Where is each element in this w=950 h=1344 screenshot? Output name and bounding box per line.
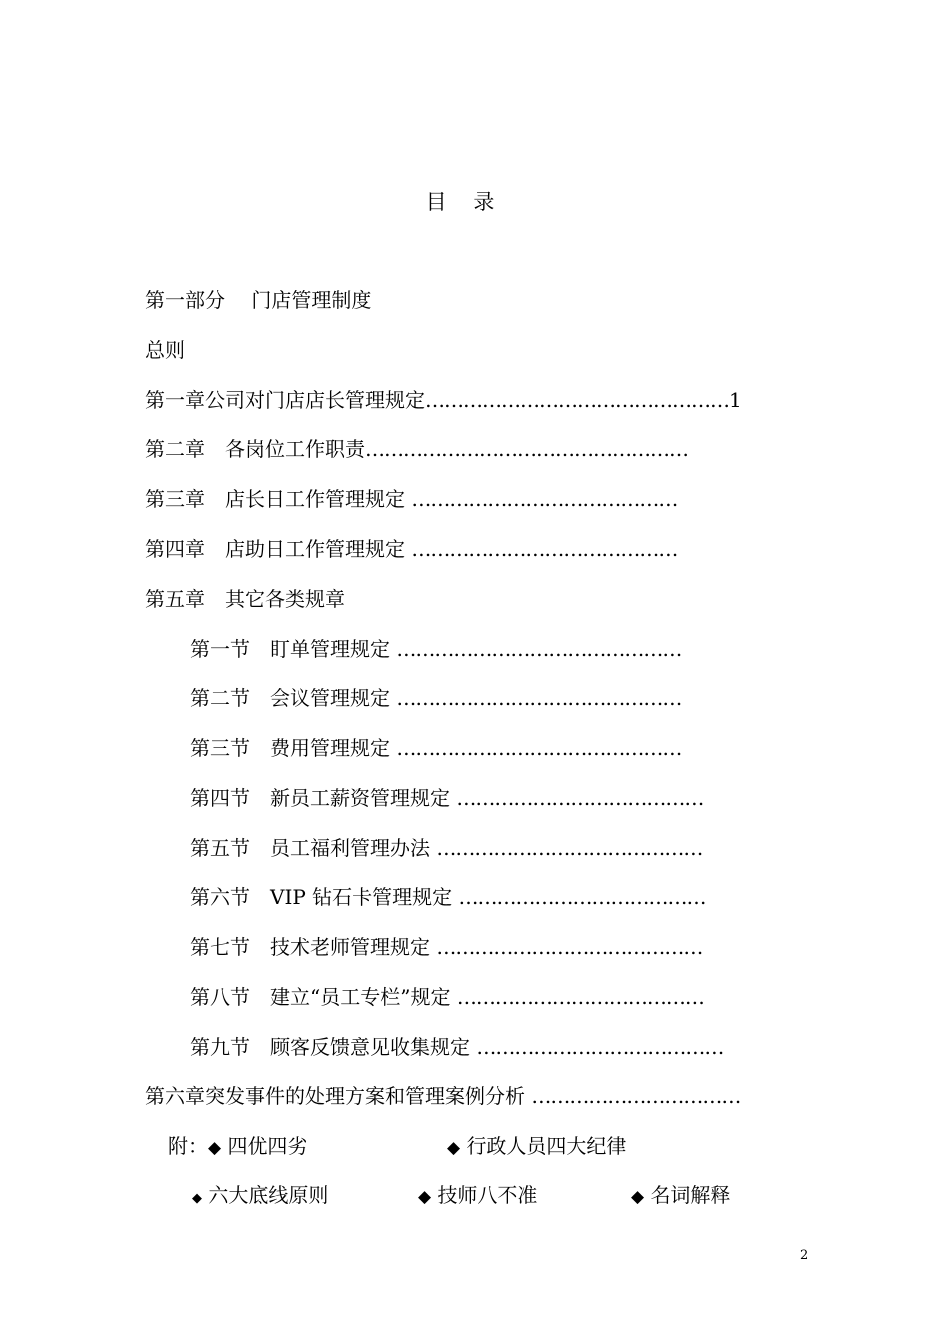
toc-sec8: [190, 985, 704, 1009]
appendix-prefix: 附：: [168, 1134, 208, 1158]
toc-sec4-label: 第四节 新员工薪资管理规定: [190, 786, 450, 810]
toc-sec7-dots: ……………………………………: [436, 935, 703, 959]
appendix-item-4: 技师八不准: [437, 1183, 538, 1207]
toc-sec5-label: 第五节 员工福利管理办法: [190, 836, 430, 860]
toc-sec6: [190, 885, 706, 909]
toc-sec3: [190, 736, 681, 760]
appendix-item-3: 六大底线原则: [208, 1183, 329, 1207]
toc-ch1-label: 第一章公司对门店店长管理规定: [145, 388, 425, 412]
toc-ch3-label: 第三章 店长日工作管理规定: [145, 487, 405, 511]
diamond-bullet-icon: ◆: [208, 1138, 222, 1158]
toc-sec5-dots: ……………………………………: [436, 836, 703, 860]
toc-sec3-dots: ………………………………………: [396, 736, 682, 760]
toc-sec1-label: 第一节 盯单管理规定: [190, 637, 390, 661]
toc-ch4: [145, 537, 677, 561]
diamond-bullet-icon: ◆: [418, 1187, 432, 1207]
toc-ch6-dots: ……………………………: [531, 1084, 741, 1108]
toc-ch6-label: 第六章突发事件的处理方案和管理案例分析: [145, 1084, 525, 1108]
toc-part1: 第一部分 门店管理制度: [145, 288, 372, 312]
appendix-row1-right: [447, 1134, 626, 1160]
appendix-row2-c: [631, 1183, 730, 1209]
appendix-item-1: 四优四劣: [227, 1134, 308, 1158]
appendix-item-2: 行政人员四大纪律: [466, 1134, 627, 1158]
toc-sec4-dots: …………………………………: [456, 786, 704, 810]
toc-ch2: [145, 437, 688, 461]
toc-sec9-dots: …………………………………: [476, 1035, 724, 1059]
toc-sec2-dots: ………………………………………: [396, 686, 682, 710]
toc-sec5: [190, 836, 702, 860]
toc-sec6-dots: …………………………………: [458, 885, 706, 909]
toc-sec7: [190, 935, 702, 959]
toc-sec1: [190, 637, 681, 661]
toc-sec2: [190, 686, 681, 710]
toc-ch1: [145, 388, 742, 412]
toc-sec3-label: 第三节 费用管理规定: [190, 736, 390, 760]
toc-ch3-dots: ……………………………………: [411, 487, 678, 511]
appendix-item-5: 名词解释: [650, 1183, 731, 1207]
toc-ch1-dots: …………………………………………: [425, 388, 729, 412]
appendix-row2-b: [418, 1183, 537, 1209]
toc-general: 总则: [145, 338, 185, 362]
appendix-row1: [168, 1134, 307, 1160]
diamond-bullet-icon: ◆: [447, 1138, 461, 1158]
toc-ch5: 第五章 其它各类规章: [145, 587, 345, 611]
page-number: 2: [800, 1248, 809, 1263]
toc-ch4-dots: ……………………………………: [411, 537, 678, 561]
toc-ch2-label: 第二章 各岗位工作职责: [145, 437, 365, 461]
toc-sec9: [190, 1035, 723, 1059]
toc-sec2-label: 第二节 会议管理规定: [190, 686, 390, 710]
diamond-bullet-icon: ◆: [192, 1191, 202, 1206]
appendix-row2-a: [192, 1183, 328, 1211]
toc-ch3: [145, 487, 677, 511]
toc-sec4: [190, 786, 703, 810]
toc-sec9-label: 第九节 顾客反馈意见收集规定: [190, 1035, 470, 1059]
toc-sec7-label: 第七节 技术老师管理规定: [190, 935, 430, 959]
toc-ch6: [145, 1084, 740, 1108]
toc-ch4-label: 第四章 店助日工作管理规定: [145, 537, 405, 561]
diamond-bullet-icon: ◆: [631, 1187, 645, 1207]
toc-ch1-page: 1: [729, 388, 742, 412]
toc-title: 目 录: [425, 190, 495, 214]
toc-sec6-label: 第六节 VIP 钻石卡管理规定: [190, 885, 453, 909]
toc-sec8-label: 第八节 建立“员工专栏”规定: [190, 985, 451, 1009]
toc-sec1-dots: ………………………………………: [396, 637, 682, 661]
toc-ch2-dots: ……………………………………………: [365, 437, 688, 461]
toc-sec8-dots: …………………………………: [456, 985, 704, 1009]
